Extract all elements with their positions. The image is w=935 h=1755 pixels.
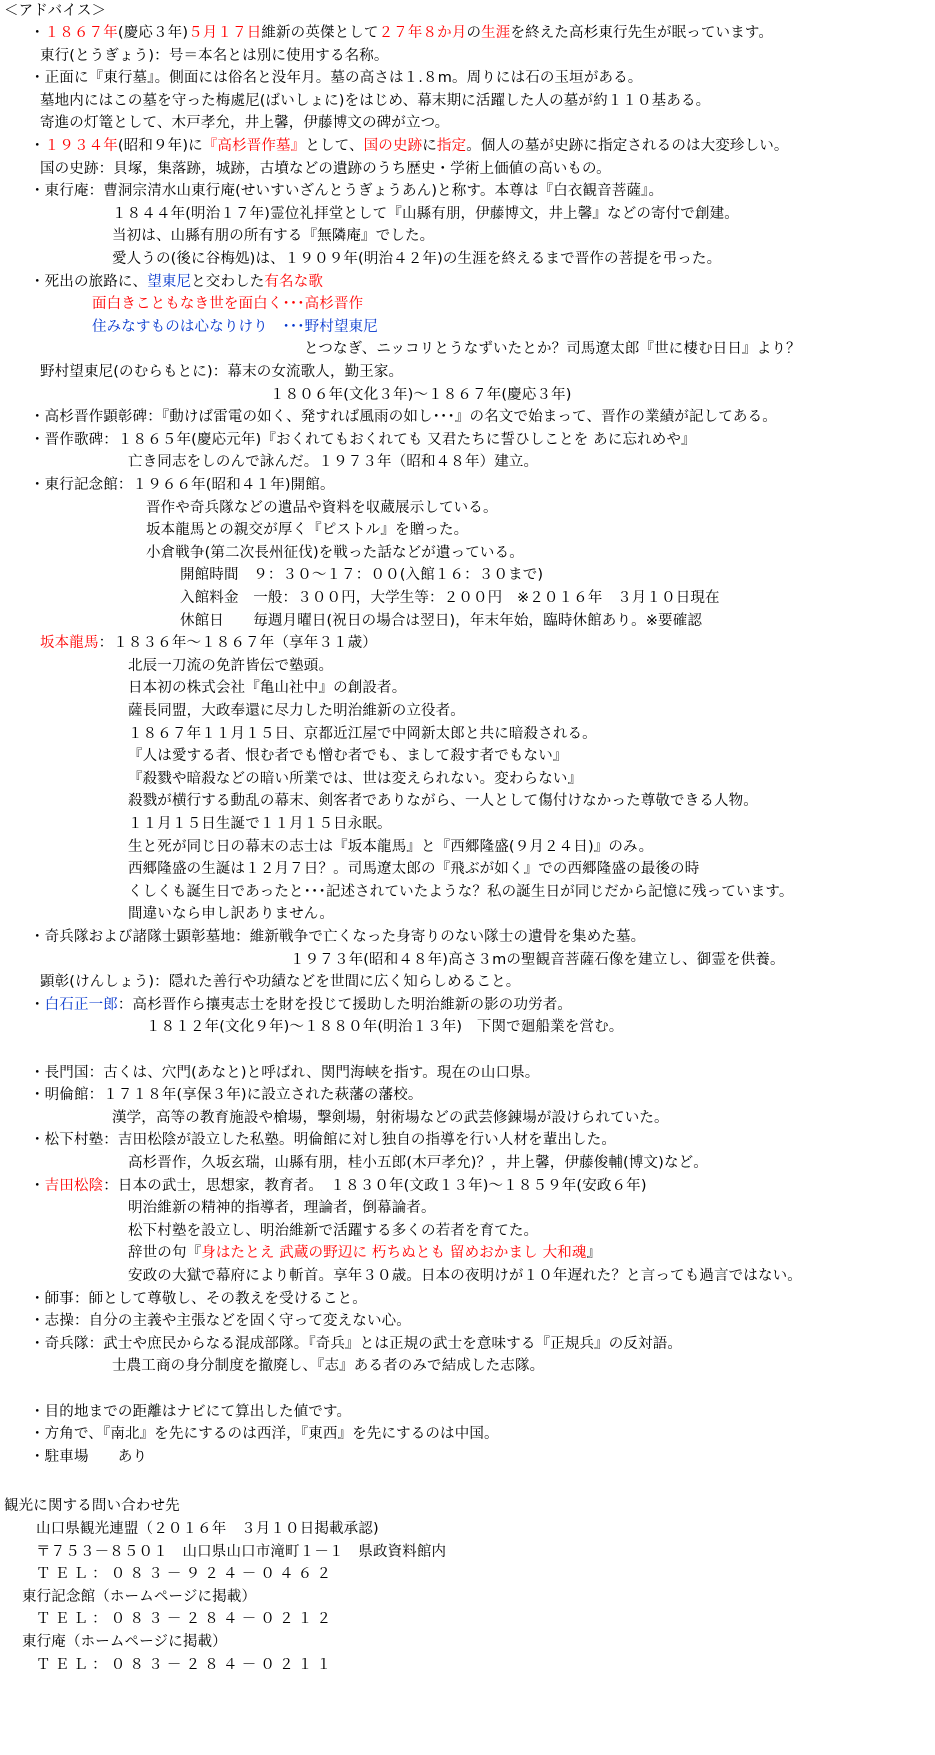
- text-segment: くしくも誕生日であったと･･･記述されていたような？私の誕生日が同じだから記憶に残っています。: [128, 883, 794, 900]
- advice-line: [128, 881, 794, 904]
- advice-line: [30, 135, 789, 158]
- text-segment: １８６７年１１月１５日、京都近江屋で中岡新太郎と共に暗殺される。: [128, 725, 597, 742]
- highlighted-text: 望東尼: [147, 273, 192, 290]
- advice-line: [30, 1062, 539, 1085]
- advice-line: [40, 90, 710, 113]
- text-segment: ：１８３６年～１８６７年（享年３１歳）: [98, 635, 377, 652]
- advice-line: [30, 1401, 351, 1424]
- highlighted-text: 白石正一郎: [44, 996, 118, 1013]
- text-segment: ・方角で、『南北』を先にするのは西洋，『東西』を先にするのは中国。: [30, 1426, 499, 1443]
- advice-line: [30, 406, 777, 429]
- text-segment: 殺戮が横行する動乱の幕末、剣客者でありながら、一人として傷付けなかった尊敬できる人物。: [128, 793, 758, 810]
- text-segment: ・: [30, 996, 45, 1013]
- text-segment: 国の史跡：貝塚，集落跡，城跡，古墳などの遺跡のうち歴史・学術上価値の高いもの。: [40, 160, 611, 177]
- advice-line: [30, 1084, 423, 1107]
- text-segment: 安政の大獄で幕府により斬首。享年３０歳。日本の夜明けが１０年遅れた？と言っても過言ではない。: [128, 1268, 802, 1284]
- advice-line: [128, 1242, 601, 1265]
- advice-line: [128, 745, 568, 768]
- contact-line: 東行記念館（ホームページに掲載）: [22, 1588, 257, 1605]
- text-segment: を終えた高杉東行先生が眠っています。: [510, 25, 773, 41]
- advice-line: [290, 949, 785, 972]
- contact-line: ＴＥＬ：０８３－２８４－０２１１: [36, 1656, 336, 1673]
- text-segment: 日本初の株式会社『亀山社中』の創設者。: [128, 680, 407, 697]
- advice-line: [128, 813, 392, 836]
- text-segment: ・松下村塾：吉田松陰が設立した私塾。明倫館に対し独自の指導を行い人材を輩出した。: [30, 1132, 616, 1149]
- text-segment: ・明倫館：１７１８年(享保３年)に設立された萩藩の藩校。: [30, 1087, 423, 1104]
- contact-heading: 観光に関する問い合わせ先: [4, 1498, 180, 1514]
- advice-line: [40, 45, 389, 68]
- text-segment: １８４４年(明治１７年)霊位礼拝堂として『山縣有朋，伊藤博文，井上馨』などの寄付で創建。: [112, 205, 739, 222]
- advice-line: [128, 1265, 802, 1288]
- text-segment: 寄進の灯篭として、木戸孝允，井上馨，伊藤博文の碑が立つ。: [40, 115, 450, 132]
- text-segment: 生と死が同じ日の幕末の志士は『坂本龍馬』と『西郷隆盛(９月２４日)』のみ。: [128, 838, 654, 855]
- advice-line: [30, 1446, 147, 1469]
- text-segment: ・駐車場 あり: [30, 1448, 148, 1465]
- highlighted-text: 『高杉晋作墓』: [202, 138, 306, 154]
- advice-line: [128, 700, 465, 723]
- advice-line: [128, 768, 582, 791]
- advice-line: [128, 655, 333, 678]
- text-segment: 間違いなら申し訳ありません。: [128, 906, 334, 923]
- advice-line: [112, 1355, 544, 1378]
- text-segment: ・師事：師として尊敬し、その教えを受けること。: [30, 1290, 367, 1307]
- advice-line: [128, 790, 758, 813]
- advice-line: [40, 632, 377, 655]
- text-segment: 。個人の墓が史跡に指定されるのは大変珍しい。: [466, 138, 789, 154]
- text-segment: 坂本龍馬との親交が厚く『ピストル』を贈った。: [146, 522, 469, 539]
- text-segment: 野村望東尼(のむらもとに)：幕末の女流歌人，勤王家。: [40, 364, 404, 380]
- text-segment: １１月１５日生誕で１１月１５日永眠。: [128, 816, 392, 832]
- advice-line: [30, 474, 335, 497]
- text-segment: ・志操：自分の主義や主張などを固く守って変えない心。: [30, 1313, 411, 1330]
- advice-line: [40, 971, 520, 994]
- advice-line: [112, 225, 434, 248]
- advice-line: [40, 112, 449, 135]
- text-segment: ：高杉晋作ら攘夷志士を財を投じて援助した明治維新の影の功労者。: [117, 996, 573, 1013]
- text-segment: １８１２年(文化９年)～１８８０年(明治１３年) 下関で廻船業を営む。: [146, 1019, 624, 1036]
- text-segment: ・奇兵隊および諸隊士顕彰墓地：維新戦争で亡くなった身寄りのない隊士の遺骨を集めた墓。: [30, 929, 646, 945]
- advice-line: [30, 429, 696, 452]
- text-segment: 『殺戮や暗殺などの暗い所業では、世は変えられない。変わらない』: [128, 770, 583, 787]
- advice-line: [30, 926, 645, 949]
- highlighted-text: ５月１７日: [188, 25, 262, 41]
- text-segment: (慶応３年): [117, 25, 189, 41]
- text-segment: 晋作や奇兵隊などの遺品や資料を収蔵展示している。: [146, 499, 498, 516]
- advice-line: [30, 1310, 411, 1333]
- advice-line: [128, 836, 653, 859]
- highlighted-text: 有名な歌: [264, 273, 324, 290]
- text-segment: 維新の英傑として: [261, 25, 379, 41]
- advice-line: [128, 1197, 436, 1220]
- text-segment: ・: [30, 138, 45, 154]
- text-segment: 当初は、山縣有朋の所有する『無隣庵』でした。: [112, 228, 435, 245]
- highlighted-text: 坂本龍馬: [40, 635, 99, 652]
- advice-line: [112, 203, 739, 226]
- advice-line: [304, 338, 801, 361]
- text-segment: とつなぎ、ニッコリとうなずいたとか？司馬遼太郎『世に棲む日日』より？: [304, 341, 801, 358]
- highlighted-text: 面白きこともなき世を面白く･･･高杉晋作: [92, 296, 364, 313]
- text-segment: の: [466, 25, 482, 41]
- text-segment: ・: [30, 1177, 45, 1194]
- text-segment: 辞世の句『: [128, 1245, 202, 1262]
- highlighted-text: 身はたとえ 武蔵の野辺に 朽ちぬとも 留めおかまし 大和魂: [201, 1245, 587, 1262]
- text-segment: 松下村塾を設立し、明治維新で活躍する多くの若者を育てた。: [128, 1222, 539, 1239]
- contact-line: 〒７５３－８５０１ 山口県山口市滝町１－１ 県政資料館内: [36, 1543, 447, 1560]
- text-segment: ・: [30, 25, 45, 41]
- highlighted-text: ２７年８か月: [378, 25, 467, 41]
- advice-line: [112, 1107, 669, 1130]
- highlighted-text: 住みなすものは心なりけり ･･･野村望東尼: [92, 318, 378, 335]
- text-segment: ・高杉晋作顕彰碑：『動けば雷電の如く、発すれば風雨の如し･･･』の名文で始まって、晋作の業績が記してある。: [30, 409, 777, 426]
- text-segment: 』: [586, 1245, 602, 1262]
- text-segment: 顕彰(けんしょう)：隠れた善行や功績などを世間に広く知らしめること。: [40, 974, 521, 991]
- advice-line: [30, 180, 663, 203]
- advice-line: [30, 1423, 499, 1446]
- advice-line: [146, 542, 524, 565]
- text-segment: 『人は愛する者、恨む者でも憎む者でも、まして殺す者でもない』: [128, 748, 568, 765]
- advice-line: [128, 1152, 708, 1175]
- text-segment: 開館時間 ９：３０～１７：００(入館１６：３０まで): [180, 567, 544, 584]
- advice-line: [128, 451, 538, 474]
- advice-line: [30, 22, 773, 45]
- text-segment: 入館料金 一般：３００円，大学生等：２００円 ※２０１６年 ３月１０日現在: [180, 590, 720, 606]
- text-segment: 明治維新の精神的指導者，理論者，倒幕論者。: [128, 1200, 436, 1217]
- text-segment: 士農工商の身分制度を撤廃し、『志』ある者のみで結成した志隊。: [112, 1358, 545, 1375]
- advice-line: [128, 1220, 538, 1243]
- text-segment: ・東行庵：曹洞宗清水山東行庵(せいすいざんとうぎょうあん)と称す。本尊は『白衣観音菩薩』。: [30, 183, 664, 200]
- advice-line: [40, 361, 403, 384]
- advice-line: [92, 316, 378, 339]
- text-segment: (昭和９年)に: [117, 138, 203, 154]
- text-segment: 薩長同盟，大政奉還に尽力した明治維新の立役者。: [128, 703, 465, 719]
- text-segment: ：日本の武士，思想家，教育者。 １８３０年(文政１３年)～１８５９年(安政６年): [103, 1177, 647, 1194]
- contact-line: 山口県観光連盟（２０１６年 ３月１０日掲載承認): [36, 1521, 379, 1537]
- advice-line: [180, 610, 702, 633]
- text-segment: 漢学，高等の教育施設や槍場，撃剣場，射術場などの武芸修錬場が設けられていた。: [112, 1109, 669, 1126]
- text-segment: 亡き同志をしのんで詠んだ。１９７３年（昭和４８年）建立。: [128, 454, 539, 471]
- advice-line: [30, 994, 572, 1017]
- highlighted-text: 生涯: [481, 25, 511, 41]
- advice-line: [270, 384, 572, 407]
- advice-line: [30, 1288, 367, 1311]
- text-segment: と交わした: [191, 273, 265, 290]
- highlighted-text: 吉田松陰: [44, 1177, 104, 1194]
- text-segment: ・目的地までの距離はナビにて算出した値です。: [30, 1403, 352, 1420]
- text-segment: １９７３年(昭和４８年)高さ３mの聖観音菩薩石像を建立し、御霊を供養。: [290, 951, 785, 968]
- advice-line: [128, 858, 699, 881]
- advice-line: [92, 293, 363, 316]
- text-segment: 高杉晋作，久坂玄瑞，山縣有朋，桂小五郎(木戸孝允)？，井上馨，伊藤俊輔(博文)など。: [128, 1155, 708, 1171]
- highlighted-text: １８６７年: [44, 25, 118, 41]
- text-segment: ・奇兵隊：武士や庶民からなる混成部隊。『奇兵』とは正規の武士を意味する『正規兵』の反対語。: [30, 1335, 682, 1352]
- advice-line: [30, 1333, 682, 1356]
- highlighted-text: 国の史跡: [363, 138, 423, 154]
- advice-line: [128, 723, 597, 746]
- advice-line: [180, 587, 720, 610]
- text-segment: 墓地内にはこの墓を守った梅處尼(ばいしょに)をはじめ、幕末期に活躍した人の墓が約１１０基ある。: [40, 92, 711, 109]
- text-segment: １８０６年(文化３年)～１８６７年(慶応３年): [270, 386, 572, 403]
- text-segment: 西郷隆盛の生誕は１２月７日？。司馬遼太郎の『飛ぶが如く』での西郷隆盛の最後の時: [128, 861, 700, 878]
- advice-line: [146, 519, 468, 542]
- contact-line: 東行庵（ホームページに掲載）: [22, 1634, 227, 1650]
- advice-line: [146, 497, 498, 520]
- advice-line: [128, 903, 334, 926]
- text-segment: 北辰一刀流の免許皆伝で塾頭。: [128, 657, 334, 674]
- advice-line: [30, 271, 323, 294]
- contact-line: ＴＥＬ：０８３－９２４－０４６２: [36, 1566, 336, 1583]
- text-segment: ・東行記念館：１９６６年(昭和４１年)開館。: [30, 477, 335, 493]
- text-segment: 小倉戦争(第二次長州征伐)を戦った話などが遺っている。: [146, 544, 524, 561]
- advice-line: [30, 1175, 647, 1198]
- text-segment: 休館日 毎週月曜日(祝日の場合は翌日)，年末年始，臨時休館あり。※要確認: [180, 612, 703, 629]
- text-segment: 愛人うの(後に谷梅処)は、１９０９年(明治４２年)の生涯を終えるまで晋作の菩提を弔った。: [112, 251, 722, 267]
- text-segment: ・晋作歌碑：１８６５年(慶応元年)『おくれてもおくれても 又君たちに誓ひしことを あに忘れめや』: [30, 431, 696, 448]
- highlighted-text: 指定: [436, 138, 467, 154]
- advice-line: [30, 1129, 616, 1152]
- advice-line: [112, 248, 721, 271]
- text-segment: に: [422, 138, 437, 154]
- advice-line: [180, 564, 543, 587]
- advice-line: [30, 67, 642, 90]
- advice-line: [146, 1016, 623, 1039]
- text-segment: 東行(とうぎょう)：号＝本名とは別に使用する名称。: [40, 47, 389, 64]
- advice-title: ＜アドバイス＞: [4, 3, 107, 19]
- text-segment: ・長門国：古くは、穴門(あなと)と呼ばれ、関門海峡を指す。現在の山口県。: [30, 1064, 540, 1081]
- advice-line: [128, 677, 406, 700]
- advice-line: [40, 158, 611, 181]
- text-segment: ・死出の旅路に、: [30, 273, 148, 290]
- text-segment: として、: [305, 138, 364, 154]
- text-segment: ・正面に『東行墓』。側面には俗名と没年月。墓の高さは１.８m。周りには石の玉垣がある。: [30, 70, 643, 87]
- highlighted-text: １９３４年: [44, 138, 118, 154]
- contact-line: ＴＥＬ：０８３－２８４－０２１２: [36, 1611, 336, 1628]
